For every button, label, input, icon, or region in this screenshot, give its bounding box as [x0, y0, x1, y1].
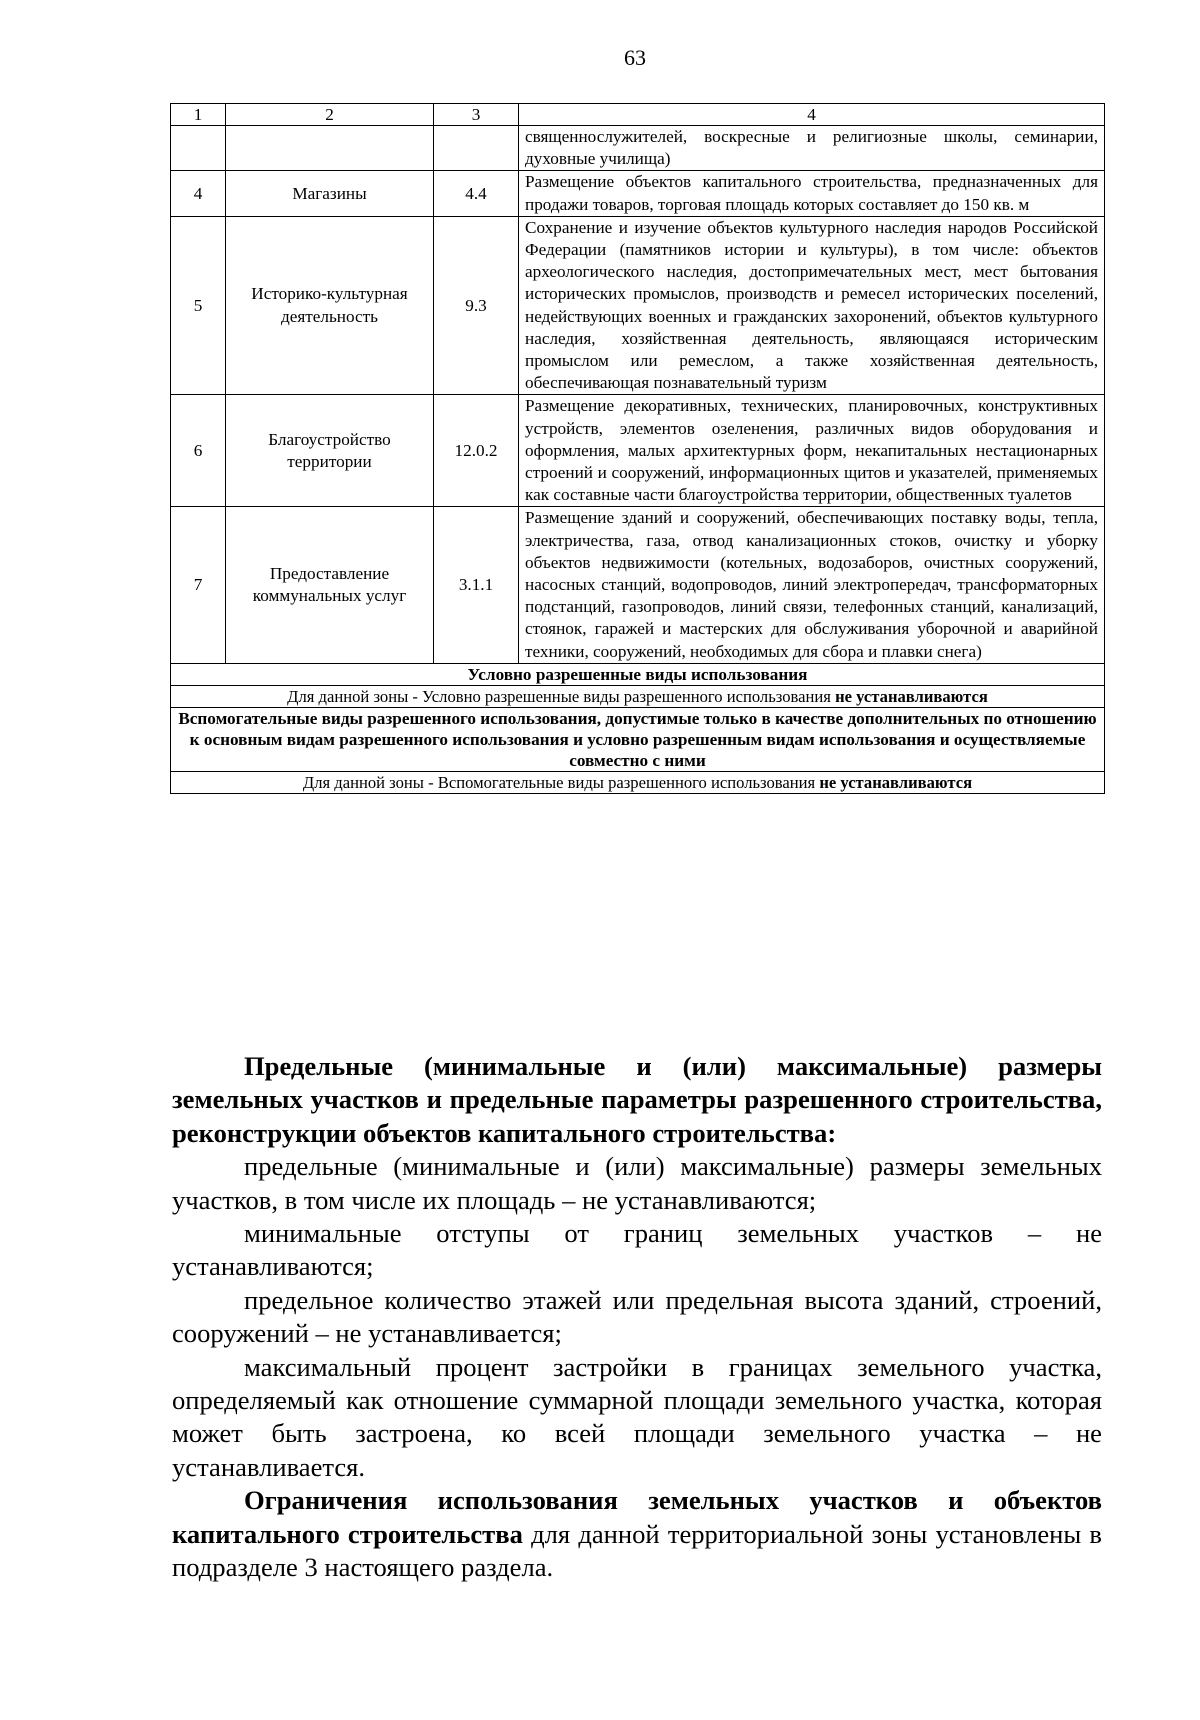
note-text: Для данной зоны - Вспомогательные виды разрешенного использования: [302, 772, 820, 792]
note-emphasis: не устанавливаются: [835, 686, 988, 706]
table-row: [171, 171, 1105, 216]
note-row-auxiliary: [171, 771, 1105, 793]
row-description: Сохранение и изучение объектов культурного наследия народов Российской Федерации (памятников истории и культуры), в том числе: объектов археологического наследия, достопримечательных мест, мест бытования исторических промыслов, производств и ремесел исторических поселений, недействующих военных и гражданских захоронений, объектов культурного наследия, хозяйственная деятельность, являющаяся историческим промыслом или ремеслом, а также хозяйственная деятельность, обеспечивающая познавательный туризм: [519, 216, 1105, 395]
note-row-conditional: [171, 685, 1105, 707]
row-number: 7: [171, 507, 226, 663]
row-code: 9.3: [434, 216, 519, 395]
row-use-name: Историко-культурная деятельность: [226, 216, 434, 395]
table-header-row: [171, 104, 1105, 126]
column-header: 1: [171, 104, 226, 126]
note-text: Для данной зоны - Условно разрешенные виды разрешенного использования: [287, 686, 836, 706]
row-description: священнослужителей, воскресные и религиозные школы, семинарии, духовные училища): [519, 126, 1105, 171]
row-description: Размещение декоративных, технических, планировочных, конструктивных устройств, элементов озеленения, различных видов оборудования и оформления, малых архитектурных форм, некапитальных нестационарных строений и сооружений, информационных щитов и указателей, применяемых как составные части благоустройства территории, общественных туалетов: [519, 395, 1105, 507]
limit-item: максимальный процент застройки в границах земельного участка, определяемый как отношение суммарной площади земельного участка, которая может быть застроена, ко всей площади земельного участка – не устанавливается.: [172, 1351, 1102, 1482]
section-row-conditional: [171, 663, 1105, 685]
row-number: 6: [171, 395, 226, 507]
row-number: 5: [171, 216, 226, 395]
section-row-auxiliary: [171, 707, 1105, 771]
row-number: 4: [171, 171, 226, 216]
empty-cell: [226, 126, 434, 171]
table-row: [171, 395, 1105, 507]
limit-item: предельное количество этажей или предельная высота зданий, строений, сооружений – не устанавливается;: [172, 1284, 1102, 1349]
empty-cell: [171, 126, 226, 171]
row-use-name: Предоставление коммунальных услуг: [226, 507, 434, 663]
column-header: 2: [226, 104, 434, 126]
column-header: 4: [519, 104, 1105, 126]
row-description: Размещение объектов капитального строительства, предназначенных для продажи товаров, торговая площадь которых составляет до 150 кв. м: [519, 171, 1105, 216]
row-code: 4.4: [434, 171, 519, 216]
table-row-continuation: [171, 126, 1105, 171]
permitted-uses-table: [170, 103, 1105, 794]
empty-cell: [434, 126, 519, 171]
auxiliary-uses-title: Вспомогательные виды разрешенного использования, допустимые только в качестве дополнительных по отношению к основным видам разрешенного использования и условно разрешенным видам использования и осуществляемые совместно с ними: [171, 707, 1105, 771]
table-row: [171, 507, 1105, 663]
row-code: 3.1.1: [434, 507, 519, 663]
row-code: 12.0.2: [434, 395, 519, 507]
note-emphasis: не устанавливаются: [819, 772, 973, 792]
limits-heading: Предельные (минимальные и (или) максимальные) размеры земельных участков и предельные параметры разрешенного строительства, реконструкции объектов капитального строительства:: [172, 1051, 1102, 1148]
column-header: 3: [434, 104, 519, 126]
table-row: [171, 216, 1105, 395]
auxiliary-uses-note: [171, 771, 1105, 793]
limits-section: [172, 1050, 1102, 1585]
limit-item: минимальные отступы от границ земельных участков – не устанавливаются;: [172, 1218, 1102, 1282]
row-use-name: Благоустройство территории: [226, 395, 434, 507]
restrictions-text: для данной территориальной зоны установлены в подразделе 3 настоящего раздела.: [172, 1518, 1102, 1583]
row-use-name: Магазины: [226, 171, 434, 216]
restrictions-bold-text: Ограничения использования земельных участков и объектов капитального строительства: [172, 1485, 1102, 1549]
page-number: 63: [624, 45, 646, 70]
limit-item: предельные (минимальные и (или) максимальные) размеры земельных участков, в том числе их площадь – не устанавливаются;: [172, 1151, 1102, 1215]
conditional-uses-title: Условно разрешенные виды использования: [171, 663, 1105, 685]
conditional-uses-note: [171, 685, 1105, 707]
row-description: Размещение зданий и сооружений, обеспечивающих поставку воды, тепла, электричества, газа, отвод канализационных стоков, очистку и уборку объектов недвижимости (котельных, водозаборов, очистных сооружений, насосных станций, водопроводов, линий электропередач, трансформаторных подстанций, газопроводов, линий связи, телефонных станций, канализаций, стоянок, гаражей и мастерских для обслуживания уборочной и аварийной техники, сооружений, необходимых для сбора и плавки снега): [519, 507, 1105, 663]
restrictions-paragraph: [172, 1484, 1102, 1584]
